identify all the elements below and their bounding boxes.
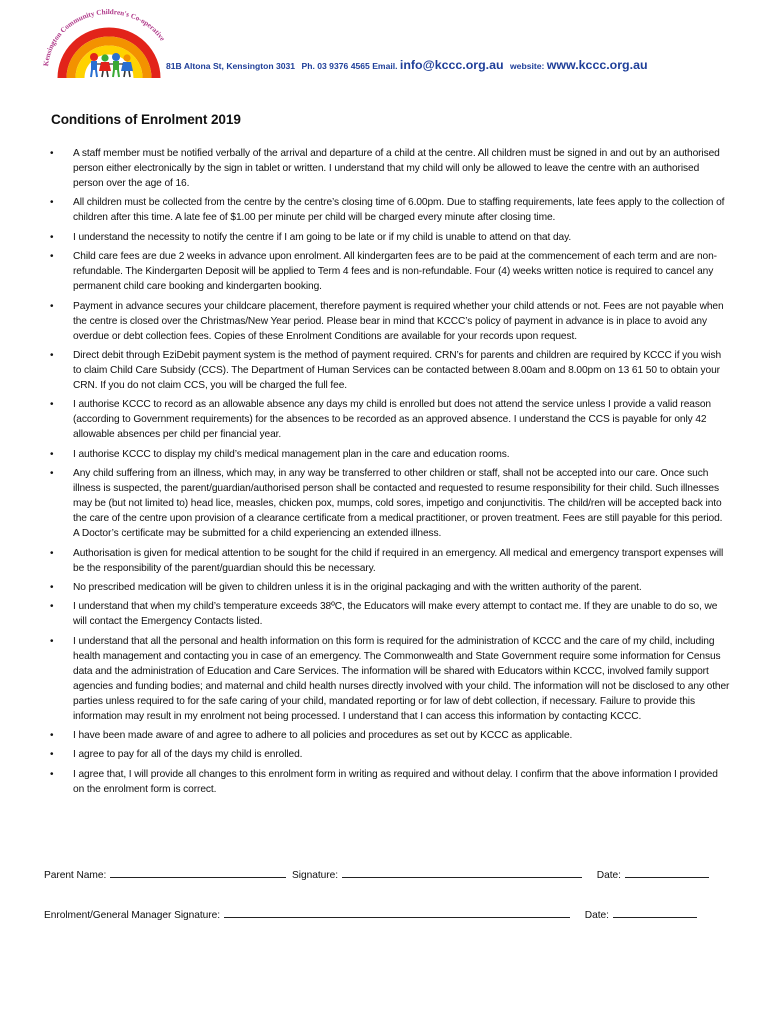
bullet-icon: • <box>50 251 54 263</box>
bullet-icon: • <box>50 601 54 613</box>
website-link[interactable]: www.kccc.org.au <box>546 58 648 72</box>
condition-item <box>44 195 730 225</box>
contact-line <box>166 58 648 72</box>
condition-item <box>44 599 730 629</box>
condition-item <box>44 747 730 762</box>
phone: Ph. 03 9376 4565 <box>301 61 370 71</box>
condition-item <box>44 146 730 191</box>
condition-text: I authorise KCCC to record as an allowable absence any days my child is enrolled but does not attend the service unless I provide a valid reason (according to Government requirements) for the absences to be recorded as an approved absence. I understand the CCS is payable for only 42 allowable absences per child per financial year. <box>73 399 711 441</box>
manager-date-label: Date: <box>584 910 609 921</box>
parent-signature-field[interactable] <box>342 868 582 878</box>
condition-text: Direct debit through EziDebit payment system is the method of payment required. CRN’s for parents and children are required by KCCC if you wish to claim Child Care Subsidy (CCS). The Department of Human Services can be contacted between 8.00am and 8.00pm on 13 61 50 to obtain your CRN. If you do not claim CCS, you will be charged the full fee. <box>73 349 722 391</box>
condition-text: I authorise KCCC to display my child’s medical management plan in the care and education rooms. <box>73 448 510 460</box>
signature-label: Signature: <box>292 870 338 881</box>
parent-date-field[interactable] <box>625 868 709 878</box>
condition-item <box>44 634 730 724</box>
bullet-icon: • <box>50 448 54 460</box>
condition-text: No prescribed medication will be given to children unless it is in the original packaging and with the written authority of the parent. <box>73 581 642 593</box>
letterhead <box>0 0 770 90</box>
page-title: Conditions of Enrolment 2019 <box>51 112 241 127</box>
manager-signature-field[interactable] <box>224 908 570 918</box>
bullet-icon: • <box>50 349 54 361</box>
bullet-icon: • <box>50 749 54 761</box>
condition-item <box>44 767 730 797</box>
bullet-icon: • <box>50 768 54 780</box>
condition-text: I agree to pay for all of the days my child is enrolled. <box>73 749 303 761</box>
date-label: Date: <box>596 870 621 881</box>
parent-signature-row <box>44 868 709 881</box>
condition-text: Any child suffering from an illness, which may, in any way be transferred to other children or staff, shall not be accepted into our care. Once such illness is suspected, the parent/guardian/authorised person shall be contacted and requested to resume responsibility for their child. Such illnesses may be (but not limited to) head lice, measles, chicken pox, mumps, cold sores, impetigo and conjunctivitis. The child/ren will be accepted back into the care of the centre upon provision of a clearance certificate from a medical practitioner, or proven treatment. Fees are still payable for this period. A Doctor’s certificate may be submitted for a child experiencing an extended illness. <box>73 468 723 540</box>
condition-text: Child care fees are due 2 weeks in advance upon enrolment. All kindergarten fees are to be paid at the commencement of each term and are non-refundable. The Kindergarten Deposit will be applied to Term 4 fees and is non-refundable. Four (4) weeks written notice is required to cancel any permanent child care booking and kindergarten booking. <box>73 251 717 293</box>
condition-text: I understand that all the personal and health information on this form is required for the administration of KCCC and the care of my child, including health management and contacting you in case of an emergency. The Commonwealth and State Government require some information for Census data and the administration of Education and Care Services. The information will be shared with Educators within KCCC, involved family support agencies and funding bodies; and maternal and child health nurses directly involved with your child. The information will not be disclosed to any other parties unless required to for the safe caring of your child, mandated reporting or for law of debt collection, if necessary. Failure to provide this information may result in my enrolment not being processed. I understand that I can access this information by contacting KCCC. <box>73 635 730 722</box>
bullet-icon: • <box>50 148 54 159</box>
manager-signature-label: Enrolment/General Manager Signature: <box>44 910 221 921</box>
condition-text: Authorisation is given for medical attention to be sought for the child if required in an emergency. All medical and emergency transport expenses will be the responsibility of the parent/guardian should this be necessary. <box>73 547 724 574</box>
conditions-list <box>44 146 730 801</box>
bullet-icon: • <box>50 581 54 593</box>
condition-item <box>44 580 730 595</box>
bullet-icon: • <box>50 468 54 480</box>
condition-text: I agree that, I will provide all changes to this enrolment form in writing as required and without delay. I confirm that the above information I provided on the enrolment form is correct. <box>73 768 718 795</box>
condition-item <box>44 348 730 393</box>
email-label: Email. <box>372 61 398 71</box>
bullet-icon: • <box>50 197 54 209</box>
children-figures-icon <box>90 53 133 77</box>
manager-date-field[interactable] <box>613 908 697 918</box>
condition-item <box>44 249 730 294</box>
bullet-icon: • <box>50 547 54 559</box>
condition-text: I understand the necessity to notify the centre if I am going to be late or if my child is unable to attend on that day. <box>73 231 572 243</box>
parent-name-field[interactable] <box>110 868 286 878</box>
bullet-icon: • <box>50 300 54 312</box>
address: 81B Altona St, Kensington 3031 <box>166 61 296 71</box>
condition-text: I understand that when my child’s temperature exceeds 38ºC, the Educators will make every attempt to contact me. If they are unable to do so, we will contact the Emergency Contacts listed. <box>73 601 718 628</box>
bullet-icon: • <box>50 399 54 411</box>
manager-signature-row <box>44 908 697 921</box>
bullet-icon: • <box>50 730 54 742</box>
condition-text: I have been made aware of and agree to adhere to all policies and procedures as set out by KCCC as applicable. <box>73 730 573 742</box>
parent-name-label: Parent Name: <box>44 870 107 881</box>
condition-text: All children must be collected from the centre by the centre’s closing time of 6.00pm. Due to staffing requirements, late fees apply to the collection of children after this time. A late fee of $1.00 per minute per child will be charged every minute after closing time. <box>73 197 725 224</box>
condition-item <box>44 466 730 541</box>
condition-item <box>44 447 730 462</box>
bullet-icon: • <box>50 635 54 647</box>
website-label: website: <box>509 61 545 71</box>
condition-text: A staff member must be notified verbally of the arrival and departure of a child at the centre. All children must be signed in and out by an authorised person either electronically by the sign in tablet or written. I understand that my child will only be allowed to leave the centre with an authorised person over the age of 16. <box>73 148 720 189</box>
kccc-logo <box>40 8 178 84</box>
condition-item <box>44 546 730 576</box>
logo-arc-text: Kensington Community Children's Co-operative <box>42 8 167 67</box>
bullet-icon: • <box>50 231 54 243</box>
condition-item <box>44 728 730 743</box>
email-link[interactable]: info@kccc.org.au <box>399 58 504 72</box>
condition-text: Payment in advance secures your childcare placement, therefore payment is required whether your child attends or not. Fees are not payable when the centre is closed over the Christmas/New Year period. Please bear in mind that KCCC’s policy of payment in advance is in place to avoid any overdue or debt collection fees. Copies of these Enrolment Conditions are available for your records upon request. <box>73 300 724 342</box>
condition-item <box>44 299 730 344</box>
condition-item <box>44 397 730 442</box>
condition-item <box>44 230 730 245</box>
